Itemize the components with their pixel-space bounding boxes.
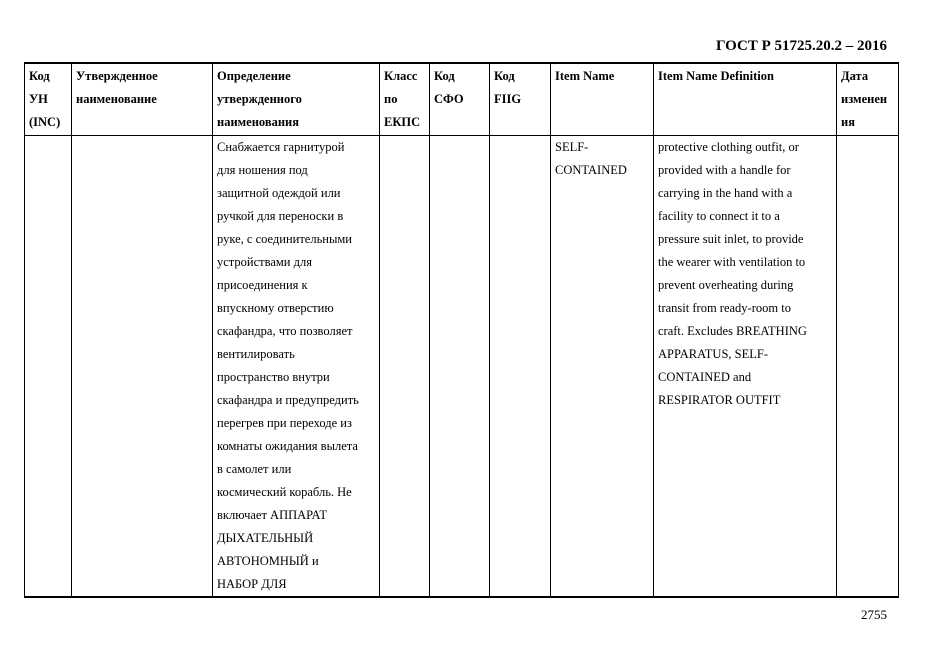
catalog-table	[24, 62, 899, 598]
cell-item-name: SELF- CONTAINED	[551, 135, 654, 597]
col-header-code-fiig: Код FIIG	[490, 63, 551, 135]
col-header-change-date: Дата изменен ия	[837, 63, 899, 135]
cell-code-fiig	[490, 135, 551, 597]
col-header-code-sfo: Код СФО	[430, 63, 490, 135]
page-number: 2755	[861, 607, 887, 622]
cell-code-sfo	[430, 135, 490, 597]
cell-approved-name	[72, 135, 213, 597]
cell-class-ekps	[380, 135, 430, 597]
table-header-row	[25, 63, 899, 135]
table-row	[25, 135, 899, 597]
col-header-class-ekps: Класс по ЕКПС	[380, 63, 430, 135]
col-header-item-name-definition: Item Name Definition	[654, 63, 837, 135]
col-header-inc: Код УН (INC)	[25, 63, 72, 135]
cell-item-name-definition: protective clothing outfit, or provided with a handle for carrying in the hand with a facility to connect it to a pressure suit inlet, to provide the wearer with ventilation to prevent overheating during transit from ready-room to craft. Excludes BREATHING APPARATUS, SELF- CONTAINED and RESPIRATOR OUTFIT	[654, 135, 837, 597]
col-header-approved-name: Утвержденное наименование	[72, 63, 213, 135]
col-header-item-name: Item Name	[551, 63, 654, 135]
cell-definition: Снабжается гарнитурой для ношения под защитной одеждой или ручкой для переноски в руке, с соединительными устройствами для присоединения к впускному отверстию скафандра, что позволяет вентилировать пространство внутри скафандра и предупредить перегрев при переходе из комнаты ожидания вылета в самолет или космический корабль. Не включает АППАРАТ ДЫХАТЕЛЬНЫЙ АВТОНОМНЫЙ и НАБОР ДЛЯ	[213, 135, 380, 597]
cell-change-date	[837, 135, 899, 597]
document-header: ГОСТ Р 51725.20.2 – 2016	[715, 38, 887, 54]
col-header-definition: Определение утвержденного наименования	[213, 63, 380, 135]
cell-inc	[25, 135, 72, 597]
